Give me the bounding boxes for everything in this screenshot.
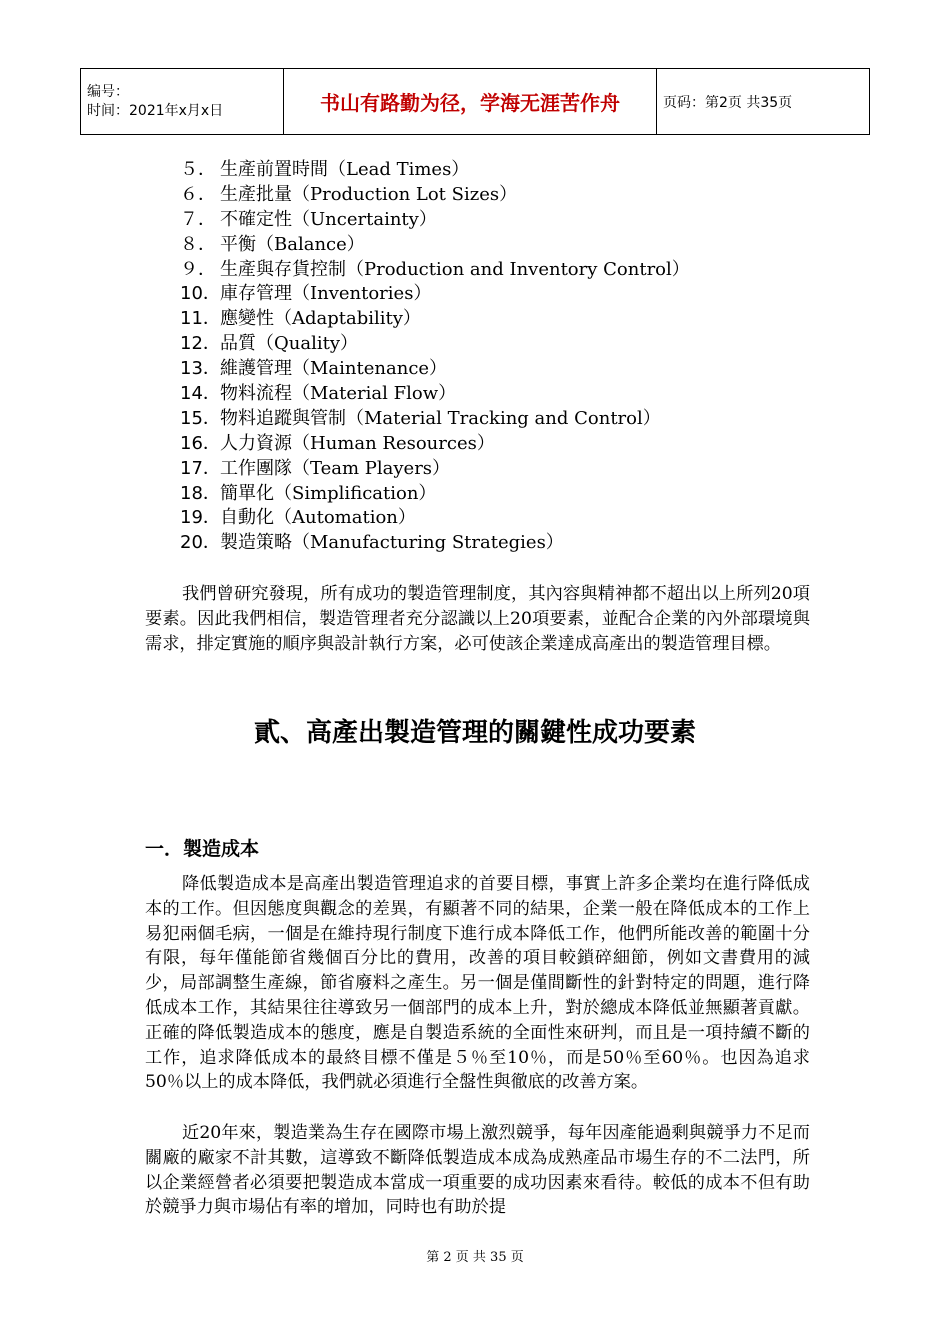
- list-item-number: 19．: [180, 507, 221, 529]
- list-item: [180, 158, 690, 183]
- list-item-text: 不確定性（Uncertainty）: [220, 208, 437, 230]
- subsection-title: 一．製造成本: [145, 838, 260, 860]
- list-item-text: 自動化（Automation）: [220, 507, 416, 529]
- list-item-number: 12．: [180, 333, 221, 355]
- list-item-number: ９．: [180, 258, 216, 280]
- list-item-text: 應變性（Adaptability）: [220, 308, 421, 330]
- list-item-text: 生產批量（Production Lot Sizes）: [220, 183, 518, 205]
- list-item-text: 物料流程（Material Flow）: [220, 383, 457, 405]
- list-item: [180, 183, 690, 208]
- list-item-number: 18．: [180, 482, 221, 504]
- list-item-number: 17．: [180, 457, 221, 479]
- list-item-number: 15．: [180, 407, 221, 429]
- list-item: [180, 307, 690, 332]
- document-header: [80, 68, 870, 135]
- header-meta-cell: [81, 69, 284, 135]
- list-item-number: ５．: [180, 159, 216, 180]
- list-item: [180, 233, 690, 258]
- list-item: [180, 382, 690, 407]
- list-item: [180, 357, 690, 382]
- list-item-text: 工作團隊（Team Players）: [220, 457, 451, 479]
- list-item-number: ７．: [180, 208, 216, 230]
- body-paragraph-2: 近20年來，製造業為生存在國際市場上激烈競爭，每年因產能過剩與競爭力不足而關廠的廠家不計其數，這導致不斷降低製造成本成為成熟產品市場生存的不二法門，所以企業經營者必須要把製造成本當成一項重要的成功因素來看待。較低的成本不但有助於競爭力與市場佔有率的增加，同時也有助於提: [145, 1123, 810, 1218]
- list-item: [180, 432, 690, 457]
- list-item: [180, 482, 690, 507]
- list-item-number: 16．: [180, 432, 221, 454]
- list-item-text: 簡單化（Simplification）: [220, 482, 437, 504]
- list-item: [180, 332, 690, 357]
- list-item-number: 13．: [180, 358, 221, 380]
- list-item: [180, 208, 690, 233]
- list-item-text: 平衡（Balance）: [220, 233, 365, 255]
- list-item-text: 維護管理（Maintenance）: [220, 358, 448, 380]
- document-number-label: 编号：: [87, 83, 129, 100]
- list-item-text: 生產前置時間（Lead Times）: [220, 159, 470, 180]
- list-item: [180, 506, 690, 531]
- success-factor-list: [180, 158, 690, 556]
- list-item-text: 製造策略（Manufacturing Strategies）: [220, 532, 564, 554]
- list-item: [180, 407, 690, 432]
- list-item-number: 11．: [180, 308, 221, 330]
- list-item: [180, 258, 690, 283]
- header-motto: 书山有路勤为径，学海无涯苦作舟: [284, 69, 657, 135]
- section-title: 貳、高產出製造管理的關鍵性成功要素: [253, 718, 696, 748]
- list-item-text: 人力資源（Human Resources）: [220, 432, 495, 454]
- intro-paragraph: 我們曾研究發現，所有成功的製造管理制度，其內容與精神都不超出以上所列20項要素。因此我們相信，製造管理者充分認識以上20項要素，並配合企業的內外部環境與需求，排定實施的順序與設計執行方案，必可使該企業達成高產出的製造管理目標。: [145, 584, 810, 654]
- body-paragraph-1: 降低製造成本是高產出製造管理追求的首要目標，事實上許多企業均在進行降低成本的工作。但因態度與觀念的差異，有顯著不同的結果，企業一般在降低成本的工作上易犯兩個毛病，一個是在維持現行制度下進行成本降低工作，他們所能改善的範圍十分有限，每年僅能節省幾個百分比的費用，改善的項目較鎖碎細節，例如文書費用的減少，局部調整生產線，節省廢料之產生。另一個是僅間斷性的針對特定的問題，進行降低成本工作，其結果往往導致另一個部門的成本上升，對於總成本降低並無顯著貢獻。正確的降低製造成本的態度，應是自製造系統的全面性來研判，而且是一項持續不斷的工作，追求降低成本的最終目標不僅是５％至10％，而是50％至60％。也因為追求50％以上的成本降低，我們就必須進行全盤性與徹底的改善方案。: [145, 874, 810, 1093]
- list-item: [180, 457, 690, 482]
- list-item-text: 物料追蹤與管制（Material Tracking and Control）: [220, 407, 661, 429]
- document-date-label: 时间：2021年x月x日: [87, 102, 224, 119]
- list-item-number: ８．: [180, 233, 216, 255]
- list-item-number: 10．: [180, 283, 221, 305]
- header-page-info: 页码：第2页 共35页: [657, 69, 870, 135]
- list-item-text: 品質（Quality）: [220, 333, 358, 355]
- list-item-text: 生產與存貨控制（Production and Inventory Control）: [220, 258, 690, 280]
- list-item-number: 14．: [180, 383, 221, 405]
- page-footer: 第 2 页 共 35 页: [426, 1250, 524, 1265]
- list-item: [180, 282, 690, 307]
- list-item-text: 庫存管理（Inventories）: [220, 283, 432, 305]
- list-item-number: ６．: [180, 183, 216, 205]
- list-item: [180, 531, 690, 556]
- list-item-number: 20．: [180, 532, 221, 554]
